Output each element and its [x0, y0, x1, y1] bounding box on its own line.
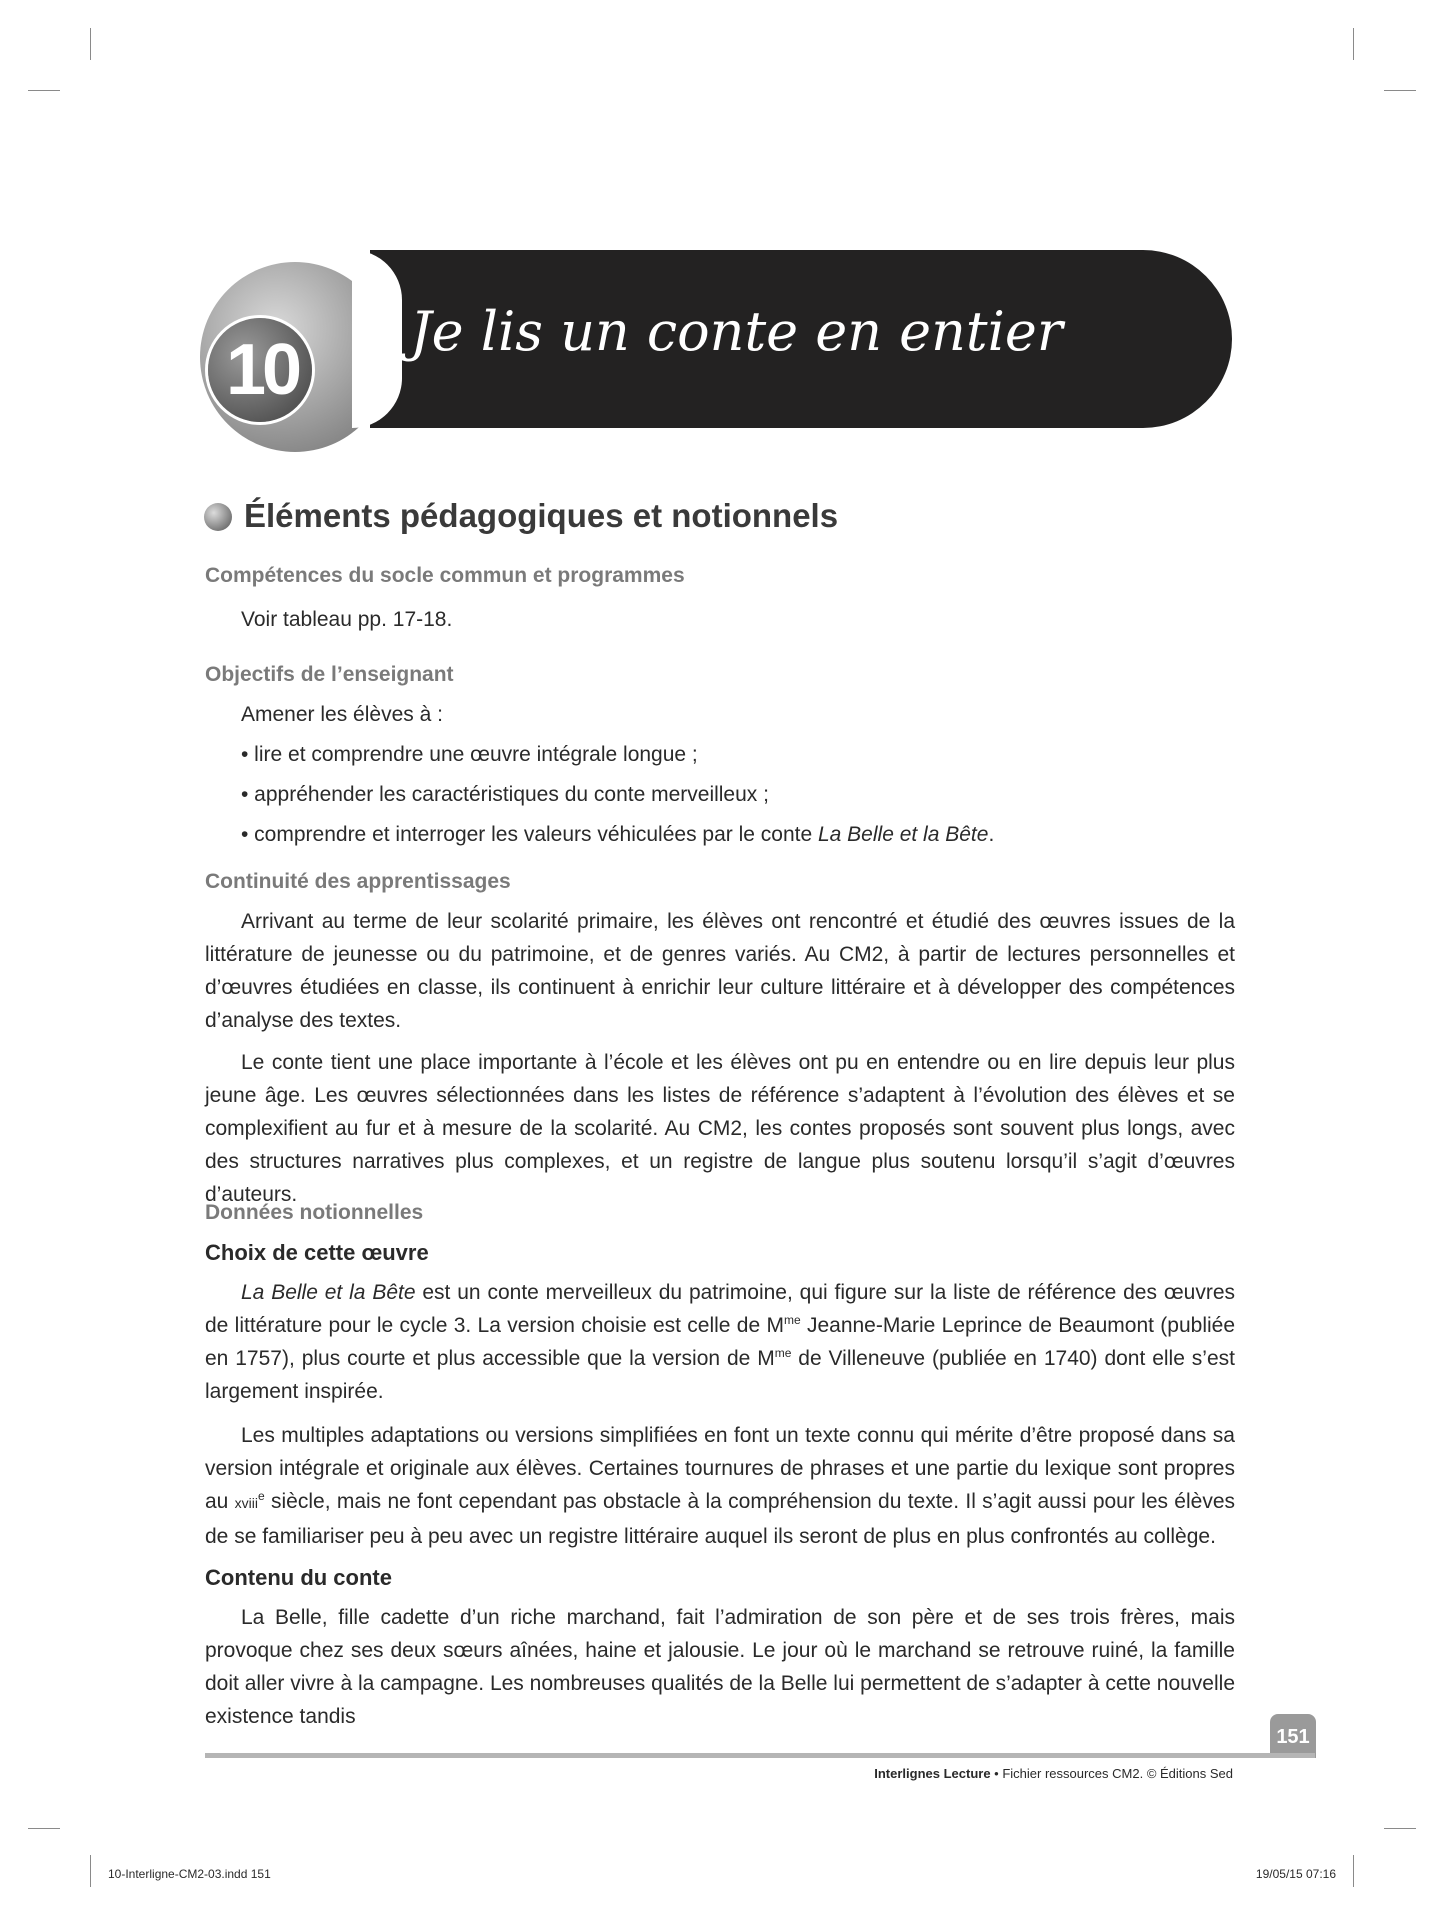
- contenu-paragraph-1: La Belle, fille cadette d’un riche marchand, fait l’admiration de son père et de ses trois frères, mais provoque chez ses deux sœurs aînées, haine et jalousie. Le jour où le marchand se retrouve ruiné, la famille doit aller vivre à la campagne. Les nombreuses qualités de la Belle lui permettent de s’adapter à cette nouvelle existence tandis: [205, 1606, 1235, 1728]
- choix-heading: Choix de cette œuvre: [205, 1240, 429, 1265]
- banner-separator: [352, 250, 402, 428]
- objectif-item: • appréhender les caractéristiques du conte merveilleux ;: [241, 783, 769, 806]
- objectif-item: • lire et comprendre une œuvre intégrale longue ;: [241, 743, 698, 766]
- century-numeral: xviii: [234, 1495, 259, 1511]
- crop-mark: [90, 1855, 91, 1887]
- chapter-title: Je lis un conte en entier: [410, 300, 1063, 363]
- slug-timestamp: 19/05/15 07:16: [1255, 1867, 1336, 1881]
- objectifs-heading: Objectifs de l’enseignant: [205, 663, 454, 686]
- crop-mark: [1353, 1855, 1354, 1887]
- competences-heading: Compétences du socle commun et programmes: [205, 564, 685, 587]
- footer-credit-text: • Fichier ressources CM2. © Éditions Sed: [990, 1766, 1233, 1781]
- choix-text: Jeanne-Marie Leprince de Beaumont (publiée en 1757), plus courte et plus accessible que la version de M: [205, 1314, 1236, 1370]
- choix-paragraph-1: [205, 1276, 1235, 1408]
- page-number: 151: [1276, 1726, 1310, 1748]
- superscript: me: [783, 1313, 801, 1327]
- continuite-heading: Continuité des apprentissages: [205, 870, 511, 893]
- footer-brand: Interlignes Lecture: [874, 1766, 991, 1781]
- choix-text: siècle, mais ne font cependant pas obstacle à la compréhension du texte. Il s’agit aussi pour les élèves de se familiariser peu à peu avec un registre littéraire auquel ils seront de plus en plus confrontés au collège.: [205, 1490, 1235, 1548]
- superscript: me: [774, 1346, 792, 1360]
- crop-mark: [1384, 1828, 1416, 1829]
- section-bullet-icon: [204, 503, 232, 531]
- choix-text: de Villeneuve (publiée en 1740) dont elle s’est largement inspirée.: [205, 1347, 1235, 1403]
- objectifs-intro: Amener les élèves à :: [241, 703, 443, 726]
- slug-filename: 10-Interligne-CM2-03.indd 151: [108, 1867, 271, 1881]
- continuite-paragraph-1: Arrivant au terme de leur scolarité primaire, les élèves ont rencontré et étudié des œuvres issues de la littérature de jeunesse ou du patrimoine, et de genres variés. Au CM2, à partir de lectures personnelles et d’œuvres étudiées en classe, ils continuent à enrichir leur culture littéraire et à développer des compétences d’analyse des textes.: [205, 910, 1235, 1032]
- crop-mark: [1384, 90, 1416, 91]
- choix-text: est un conte merveilleux du patrimoine, qui figure sur la liste de référence des œuvres de littérature pour le cycle 3. La version choisie est celle de M: [205, 1281, 1236, 1337]
- footer-rule: [205, 1753, 1315, 1758]
- crop-mark: [28, 90, 60, 91]
- crop-mark: [1353, 28, 1354, 60]
- objectif-item-text: • comprendre et interroger les valeurs véhiculées par le conte: [241, 823, 818, 846]
- footer-credit: [874, 1764, 1233, 1784]
- superscript: e: [258, 1489, 265, 1503]
- continuite-paragraph-2: Le conte tient une place importante à l’école et les élèves ont pu en entendre ou en lire depuis leur plus jeune âge. Les œuvres sélectionnées dans les listes de référence s’adaptent à l’évolution des élèves et se complexifient au fur et à mesure de la scolarité. Au CM2, les contes proposés sont souvent plus longs, avec des structures narratives plus complexes, et un registre de langue plus soutenu lorsqu’il s’agit d’œuvres d’auteurs.: [205, 1051, 1235, 1206]
- objectif-item-end: .: [988, 823, 995, 846]
- contenu-heading: Contenu du conte: [205, 1565, 392, 1590]
- donnees-heading: Données notionnelles: [205, 1201, 424, 1224]
- competences-text: Voir tableau pp. 17-18.: [241, 608, 453, 631]
- section-title: Éléments pédagogiques et notionnels: [244, 497, 839, 534]
- choix-paragraph-2: [205, 1419, 1235, 1553]
- crop-mark: [90, 28, 91, 60]
- crop-mark: [28, 1828, 60, 1829]
- book-title: La Belle et la Bête: [241, 1281, 416, 1304]
- chapter-number: 10: [225, 330, 299, 410]
- book-title: La Belle et la Bête: [817, 823, 989, 846]
- objectif-item: [241, 820, 994, 850]
- choix-text: Les multiples adaptations ou versions simplifiées en font un texte connu qui mérite d’être proposé dans sa version intégrale et originale aux élèves. Certaines tournures de phrases et une partie du lexique sont propres au: [205, 1424, 1235, 1513]
